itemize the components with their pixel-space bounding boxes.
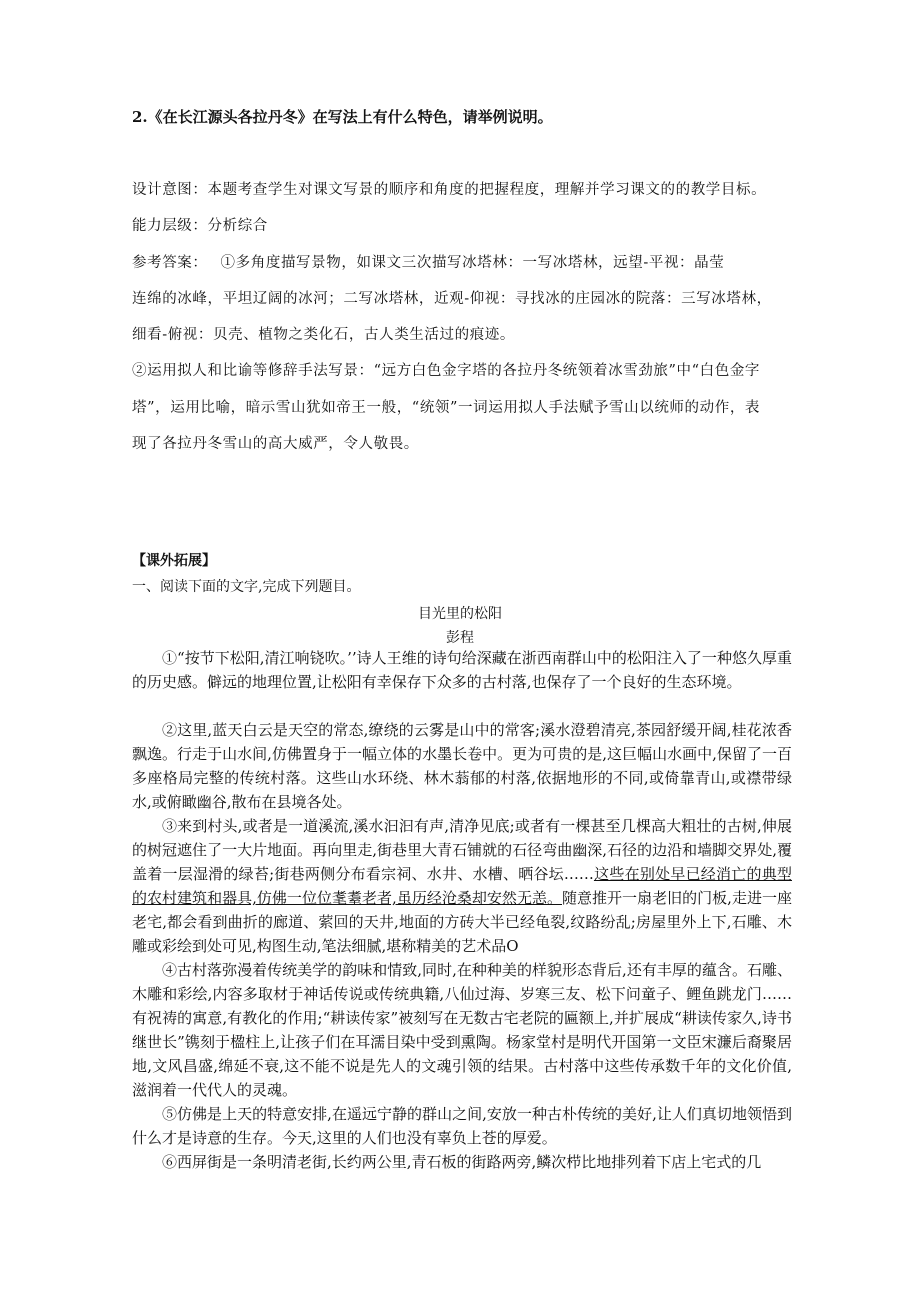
- paragraph-2: ②这里,蓝天白云是天空的常态,缭绕的云雾是山中的常客;溪水澄碧清亮,茶园舒缓开阔,桂花浓香飘逸。行走于山水间,仿佛置身于一幅立体的水墨长卷中。更为可贵的是,这巨幅山水画中,保留了一百多座格局完整的传统村落。这些山水环绕、林木蓊郁的村落,依据地形的不同,或倚靠青山,或襟带绿水,或俯瞰幽谷,散布在县境各处。: [132, 721, 792, 811]
- paragraph-4: ④古村落弥漫着传统美学的韵味和情致,同时,在种种美的样貌形态背后,还有丰厚的蕴含。石雕、木雕和彩绘,内容多取材于神话传说或传统典籍,八仙过海、岁寒三友、松下问童子、鲤鱼跳龙门……有祝祷的寓意,有教化的作用;“耕读传家”被刻写在无数古宅老院的匾额上,并扩展成“耕读传家久,诗书继世长”镌刻于楹柱上,让孩子们在耳濡目染中受到熏陶。杨家堂村是明代开国第一文臣宋濂后裔聚居地,文风昌盛,绵延不衰,这不能不说是先人的文魂引领的结果。古村落中这些传承数千年的文化价值,滋润着一代代人的灵魂。: [132, 961, 792, 1099]
- paragraph-5: ⑤仿佛是上天的特意安排,在遥远宁静的群山之间,安放一种古朴传统的美好,让人们真切地领悟到什么才是诗意的生存。今天,这里的人们也没有辜负上苍的厚爱。: [132, 1105, 792, 1147]
- paragraph-3-end: 随意推开一扇老旧的门板,走进一座老宅,都会看到曲折的廊道、萦回的天井,地面的方砖大半已经龟裂,纹路纷乱;房屋里外上下,石雕、木雕或彩绘到处可见,构图生动,笔法细腻,堪称精美的艺术品O: [132, 889, 792, 955]
- answer-line-1: 参考答案： ①多角度描写景物，如课文三次描写冰塔林：一写冰塔林，远望-平视：晶莹: [132, 255, 725, 271]
- answer-line-4: ②运用拟人和比谕等修辞手法写景：“远方白色金字塔的各拉丹冬统领着冰雪劲旅”中“白色金字: [132, 363, 761, 379]
- article-title: 目光里的松阳: [418, 606, 502, 622]
- reading-instruction: 一、阅读下面的文字,完成下列题目。: [132, 579, 361, 595]
- section-heading: 【课外拓展】: [132, 553, 216, 569]
- ability-level: 能力层级：分析综合: [132, 218, 268, 234]
- answer-line-6: 现了各拉丹冬雪山的高大威严，令人敬畏。: [132, 436, 419, 452]
- answer-line-2: 连绵的冰峰，平坦辽阔的冰河；二写冰塔林，近观-仰视：寻找冰的庄园冰的院落：三写冰塔林，: [132, 291, 772, 307]
- answer-line-3: 细看-俯视：贝壳、植物之类化石，古人类生活过的痕迹。: [132, 327, 515, 343]
- article-author: 彭程: [446, 630, 474, 646]
- design-intent: 设计意图：本题考查学生对课文写景的顺序和角度的把握程度，理解并学习课文的的教学目标。: [132, 182, 767, 198]
- paragraph-1: ①“按节下松阳,清江响铙吹。’’诗人王维的诗句给深藏在浙西南群山中的松阳注入了一种悠久厚重的历史感。僻远的地理位置,让松阳有幸保存下众多的古村落,也保存了一个良好的生态环境。: [132, 649, 792, 691]
- paragraph-3: [132, 814, 792, 958]
- paragraph-3-underlined: 这些在别处早已经消亡的典型的农村建筑和器具,仿佛一位位耄耋老者,虽历经沧桑却安然无恙。: [132, 865, 792, 907]
- answer-line-5: 塔”，运用比喻，暗示雪山犹如帝王一般，“统领”一词运用拟人手法赋予雪山以统师的动作，表: [132, 400, 761, 416]
- paragraph-6: ⑥西屏街是一条明清老街,长约两公里,青石板的街路两旁,鳞次栉比地排列着下店上宅式的几: [162, 1153, 762, 1171]
- paragraph-3-start: ③来到村头,或者是一道溪流,溪水汩汩有声,清净见底;或者有一棵甚至几棵高大粗壮的古树,伸展的树冠遮住了一大片地面。再向里走,街巷里大青石铺就的石径弯曲幽深,石径的边沿和墙脚交界处,覆盖着一层湿滑的绿苔;街巷两侧分布看宗祠、水井、水槽、晒谷坛……: [132, 817, 792, 883]
- question-title: 2.《在长江源头各拉丹冬》在写法上有什么特色，请举例说明。: [132, 108, 553, 126]
